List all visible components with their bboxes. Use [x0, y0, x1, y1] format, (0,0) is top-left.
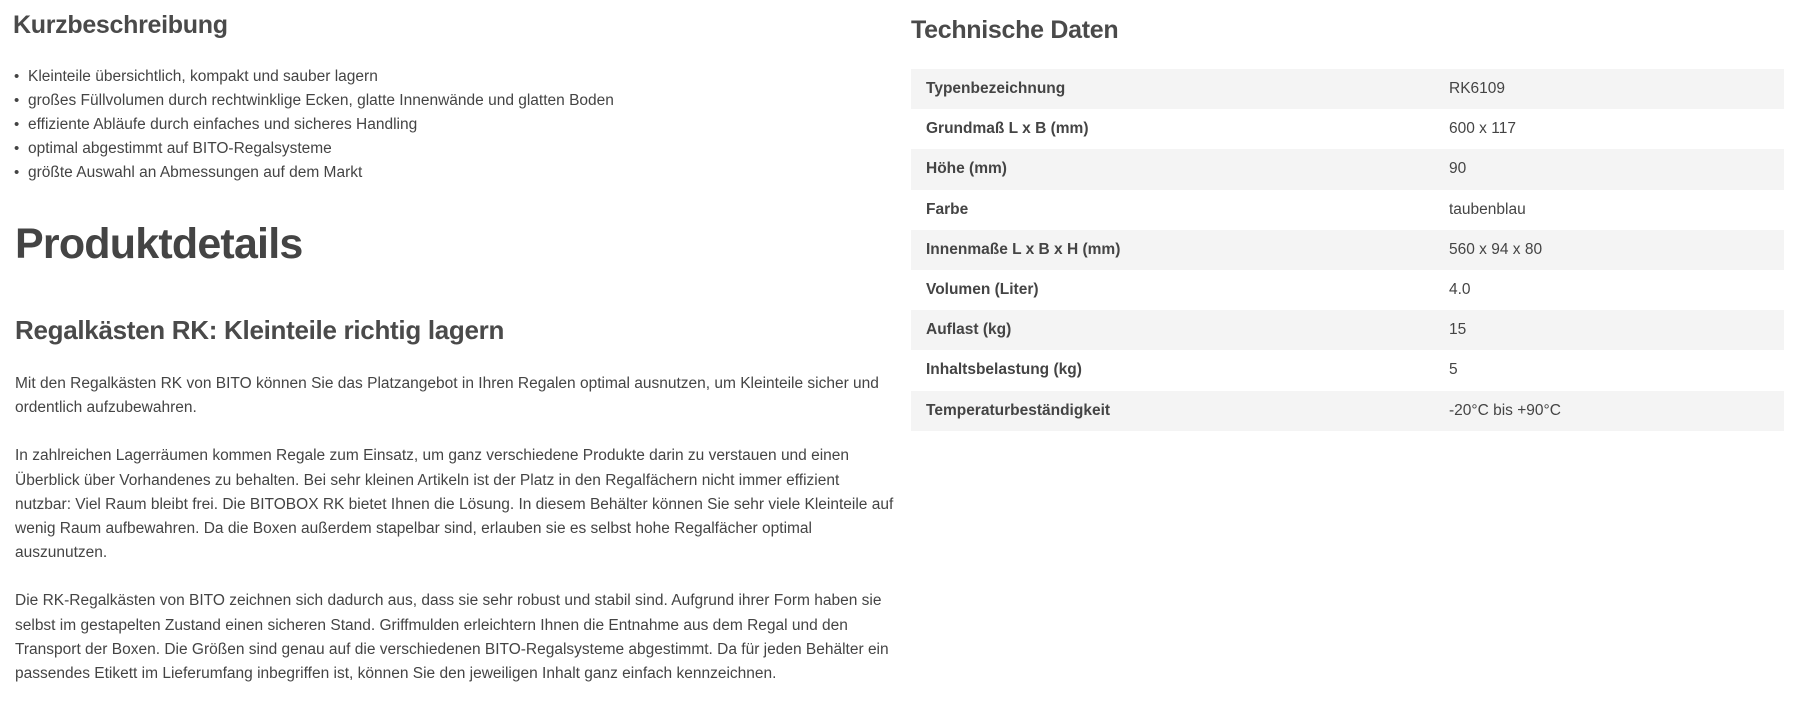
spec-key: Volumen (Liter)	[926, 281, 1039, 299]
spec-key: Temperaturbeständigkeit	[926, 401, 1111, 419]
list-item-text: großes Füllvolumen durch rechtwinklige Ecken, glatte Innenwände und glatten Boden	[28, 92, 614, 109]
table-row	[911, 270, 1784, 310]
table-row	[911, 190, 1784, 230]
description-paragraph: Mit den Regalkästen RK von BITO können Sie das Platzangebot in Ihren Regalen optimal ausnutzen, um Kleinteile sicher und ordentlich aufzubewahren.	[15, 375, 879, 417]
list-item	[13, 137, 893, 161]
spec-key: Typenbezeichnung	[926, 80, 1066, 98]
list-item	[13, 161, 893, 185]
spec-key: Höhe (mm)	[926, 160, 1007, 178]
bullet-icon: •	[14, 116, 20, 133]
spec-value: taubenblau	[1449, 200, 1526, 218]
spec-value: 600 x 117	[1449, 120, 1516, 138]
spec-value: 90	[1449, 160, 1467, 178]
table-row	[911, 350, 1784, 390]
specs-table	[911, 69, 1784, 431]
regalkaesten-subheading: Regalkästen RK: Kleinteile richtig lagern	[15, 315, 505, 345]
spec-value: 560 x 94 x 80	[1449, 240, 1543, 258]
table-row	[911, 391, 1784, 431]
technische-daten-heading: Technische Daten	[911, 16, 1119, 44]
spec-value: 4.0	[1449, 281, 1471, 299]
left-column	[13, 0, 893, 686]
right-column	[911, 0, 1784, 431]
table-row	[911, 69, 1784, 109]
spec-key: Inhaltsbelastung (kg)	[926, 361, 1082, 379]
bullet-icon: •	[14, 140, 20, 157]
bullet-icon: •	[14, 68, 20, 85]
kurzbeschreibung-heading: Kurzbeschreibung	[13, 11, 228, 39]
description-paragraph: In zahlreichen Lagerräumen kommen Regale zum Einsatz, um ganz verschiedene Produkte darin zu verstauen und einen Überblick über Vorhandenes zu behalten. Bei sehr kleinen Artikeln ist der Platz in den Regalfächern nicht immer effizient nutzbar: Viel Raum bleibt frei. Die BITOBOX RK bietet Ihnen die Lösung. In diesem Behälter können Sie sehr viele Kleinteile auf wenig Raum aufbewahren. Da die Boxen außerdem stapelbar sind, erlauben sie es selbst hohe Regalfächer optimal auszunutzen.	[15, 447, 894, 562]
bullet-icon: •	[14, 164, 20, 181]
spec-key: Farbe	[926, 200, 969, 218]
list-item-text: effiziente Abläufe durch einfaches und sicheres Handling	[28, 116, 418, 133]
spec-key: Grundmaß L x B (mm)	[926, 120, 1089, 138]
table-row	[911, 230, 1784, 270]
bullet-icon: •	[14, 92, 20, 109]
list-item	[13, 65, 893, 89]
list-item-text: größte Auswahl an Abmessungen auf dem Markt	[28, 164, 363, 181]
list-item	[13, 89, 893, 113]
spec-value: -20°C bis +90°C	[1449, 401, 1561, 419]
spec-value: 15	[1449, 321, 1467, 339]
spec-key: Innenmaße L x B x H (mm)	[926, 240, 1121, 258]
list-item-text: Kleinteile übersichtlich, kompakt und sauber lagern	[28, 68, 378, 85]
spec-value: 5	[1449, 361, 1458, 379]
produktdetails-heading: Produktdetails	[15, 220, 303, 268]
spec-key: Auflast (kg)	[926, 321, 1012, 339]
table-row	[911, 109, 1784, 149]
spec-value: RK6109	[1449, 80, 1506, 98]
table-row	[911, 149, 1784, 189]
table-row	[911, 310, 1784, 350]
list-item-text: optimal abgestimmt auf BITO-Regalsysteme	[28, 140, 332, 157]
feature-list	[13, 65, 893, 185]
list-item	[13, 113, 893, 137]
description-paragraph: Die RK-Regalkästen von BITO zeichnen sich dadurch aus, dass sie sehr robust und stabil sind. Aufgrund ihrer Form haben sie selbst im gestapelten Zustand einen sicheren Stand. Griffmulden erleichtern Ihnen die Entnahme aus dem Regal und den Transport der Boxen. Die Größen sind genau auf die verschiedenen BITO-Regalsysteme abgestimmt. Da für jeden Behälter ein passendes Etikett im Lieferumfang inbegriffen ist, können Sie den jeweiligen Inhalt ganz einfach kennzeichnen.	[15, 592, 889, 683]
